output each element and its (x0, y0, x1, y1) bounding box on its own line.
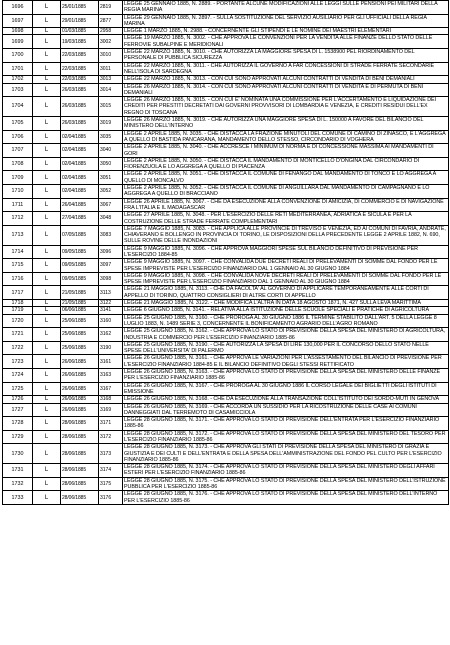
act-type: L (33, 35, 61, 49)
act-number: 3174 (99, 464, 123, 478)
act-type: L (33, 1, 61, 15)
act-number: 3122 (99, 300, 123, 307)
entry-number: 1696 (3, 1, 33, 15)
act-date: 21/05/1885 (61, 286, 99, 300)
act-description: LEGGE 21 MAGGIO 1885, N. 3113. - CHE DA FACOLTA' AL GOVERNO DI APPLICARE TEMPORANEAMENTE ALLE CORTI DI APPELLO DI TORINO, QUATTRO CONSIGLIERI DI ALTRE CORTI DI APPELLO (123, 286, 449, 300)
act-date: 28/06/1885 (61, 417, 99, 431)
entry-number: 1701 (3, 62, 33, 76)
act-date: 26/03/1885 (61, 83, 99, 97)
act-number: 3015 (99, 97, 123, 117)
table-row (3, 477, 449, 491)
act-description: LEGGE 9 MAGGIO 1885, N. 3098. - CHE CONVALIDA NOVE DECRETI REALI DI PRELEVAMENTI DI SOMME DAL FONDO PER LE SPESE IMPREVISTE PER L'ESERCIZIO FINANZIARIO DAL 1 GENNAIO AL 30 GIUGNO 1884 (123, 272, 449, 286)
act-date: 01/03/1885 (61, 28, 99, 35)
act-type: L (33, 491, 61, 505)
act-description: LEGGE 25 GIUGNO 1885, N. 3160. - CHE PROROGA AL 30 GIUGNO 1886 IL TERMINE STABILITO DALL'ART. 5 DELLA LEGGE 8 LUGLIO 1883, N. 1489 SERIE 3, CONCERNENTE IL BONIFICAMENTO AGRARIO DELL'AGRO ROMANO (123, 314, 449, 328)
act-date: 26/06/1885 (61, 369, 99, 383)
act-number: 3002 (99, 35, 123, 49)
table-row (3, 157, 449, 171)
act-type: L (33, 130, 61, 144)
table-row (3, 464, 449, 478)
act-number: 3172 (99, 430, 123, 444)
act-description: LEGGE 26 GIUGNO 1885, N. 3169. - CHE ACCORDA UN SUSSIDIO PER LA RICOSTRUZIONE DELLE CASE AI COMUNI DANNEGGIATI DAL TERREMOTO DI CASAMICCIOLA (123, 403, 449, 417)
act-date: 21/05/1885 (61, 300, 99, 307)
act-number: 3096 (99, 245, 123, 259)
act-type: L (33, 369, 61, 383)
act-type: L (33, 62, 61, 76)
table-row (3, 314, 449, 328)
act-date: 02/04/1885 (61, 185, 99, 199)
table-row (3, 130, 449, 144)
act-description: LEGGE 28 GIUGNO 1885, N. 3172. - CHE APPROVA LO STATO DI PREVISIONE DELLA SPESA DEL MINISTERO DEL TESORO PER L'ESERCIZIO FINANZIARIO 1885-86 (123, 430, 449, 444)
entry-number: 1700 (3, 49, 33, 63)
act-number: 3163 (99, 369, 123, 383)
law-register-rows (3, 1, 449, 505)
act-date: 26/06/1885 (61, 403, 99, 417)
act-number: 3010 (99, 49, 123, 63)
act-number: 3168 (99, 396, 123, 403)
act-description: LEGGE 26 GIUGNO 1885, N. 3161. - CHE APPROVA LE VARIAZIONI PER L'ASSESTAMENTO DEL BILANCIO DI PREVISIONE PER L'ESERCIZIO FINANZIARIO 1884-85 E IL BILANCIO DEFINITIVO DEGLI STESSI RETTIFICATO (123, 355, 449, 369)
table-row (3, 83, 449, 97)
table-row (3, 185, 449, 199)
act-description: LEGGE 2 APRILE 1885, N. 3051. - CHE DISTACCA IL COMUNE DI FENANGO DAL MANDAMENTO DI TONCO E LO AGGREGA A QUELLO DI MONCALVO (123, 171, 449, 185)
table-row (3, 444, 449, 464)
act-type: L (33, 49, 61, 63)
act-description: LEGGE 27 APRILE 1885, N. 3048. - PER L'ESERCIZIO DELLE RETI MEDITERRANEA, ADRIATICA E SICULA E PER LA COSTRUZIONE DELLE STRADE FERRATE COMPLEMENTARI (123, 212, 449, 226)
act-number: 3040 (99, 144, 123, 158)
table-row (3, 491, 449, 505)
entry-number: 1731 (3, 464, 33, 478)
act-date: 22/03/1885 (61, 49, 99, 63)
act-number: 3051 (99, 171, 123, 185)
act-type: L (33, 286, 61, 300)
act-date: 02/04/1885 (61, 171, 99, 185)
act-number: 3083 (99, 225, 123, 245)
act-description: LEGGE 25 GIUGNO 1885, N. 3190. - CHE AUTORIZZA LA SPESA DI LIRE 130,000 PER IL CONCORSO DELLO STATO NELLE SPESE DELL'UNIVERSITA' DI PALERMO (123, 341, 449, 355)
table-row (3, 62, 449, 76)
entry-number: 1719 (3, 307, 33, 314)
table-row (3, 28, 449, 35)
act-description: LEGGE 26 MARZO 1885, N. 3015. - CON CUI E' NOMINATA UNA COMMISSIONE PER L'ACCERTAMENTO E LIQUIDAZIONE DEI CREDITI PER PRESTITI DECRETATI DAI GOVERNI PROVVISORI DI LOMBARDIA E VENEZIA, E CREDITI RESIDUI DELL'EX REGNO DI TOSCANA (123, 97, 449, 117)
act-type: L (33, 198, 61, 212)
act-number: 3162 (99, 328, 123, 342)
entry-number: 1723 (3, 355, 33, 369)
act-type: L (33, 403, 61, 417)
act-description: LEGGE 26 MARZO 1885, N. 3014. - CON CUI SONO APPROVATI ALCUNI CONTRATTI DI VENDITA E DI PERMUTA DI BENI DEMANIALI (123, 83, 449, 97)
act-type: L (33, 117, 61, 131)
act-date: 26/03/1885 (61, 97, 99, 117)
act-description: LEGGE 22 MARZO 1885, N. 3010. - CHE AUTORIZZA LA MAGGIORE SPESA DI L. 1538900 PEL RIORDINAMENTO DEL PERSONALE DI PUBBLICA SICUREZZA (123, 49, 449, 63)
entry-number: 1708 (3, 157, 33, 171)
table-row (3, 212, 449, 226)
table-row (3, 97, 449, 117)
table-row (3, 171, 449, 185)
entry-number: 1699 (3, 35, 33, 49)
act-number: 2877 (99, 14, 123, 28)
act-type: L (33, 430, 61, 444)
table-row (3, 245, 449, 259)
act-type: L (33, 259, 61, 273)
entry-number: 1715 (3, 259, 33, 273)
act-type: L (33, 396, 61, 403)
act-type: L (33, 225, 61, 245)
table-row (3, 430, 449, 444)
act-number: 2819 (99, 1, 123, 15)
act-date: 25/06/1885 (61, 314, 99, 328)
entry-number: 1732 (3, 477, 33, 491)
entry-number: 1709 (3, 171, 33, 185)
act-date: 22/03/1885 (61, 62, 99, 76)
act-type: L (33, 171, 61, 185)
act-number: 3190 (99, 341, 123, 355)
act-date: 27/04/1885 (61, 212, 99, 226)
act-number: 2958 (99, 28, 123, 35)
table-row (3, 355, 449, 369)
entry-number: 1706 (3, 130, 33, 144)
act-description: LEGGE 9 MAGGIO 1885, N. 3097. - CHE CONVALIDA DUE DECRETI REALI DI PRELEVAMENTI DI SOMME DAL FONDO PER LE SPESE IMPREVISTE PER L'ESERCIZIO FINANZIARIO DAL 1 GENNAIO AL 30 GIUGNO 1884 (123, 259, 449, 273)
entry-number: 1711 (3, 198, 33, 212)
act-description: LEGGE 9 MAGGIO 1885, N. 3096. - CHE APPROVA MAGGIORI SPESE SUL BILANCIO DEFINITIVO DI PREVISIONE PER L'ESERCIZIO 1884-85 (123, 245, 449, 259)
entry-number: 1714 (3, 245, 33, 259)
act-type: L (33, 212, 61, 226)
act-date: 26/06/1885 (61, 355, 99, 369)
act-description: LEGGE 28 GIUGNO 1885, N. 3173. - CHE APPROVA GLI STATI DI PREVISIONE DELLA SPESA DEL MINISTERO DI GRAZIA E GIUSTIZIA E DEI CULTI E DELL'ENTRATA E DELLA SPESA DELL'AMMINISTRAZIONE DEL FONDO PEL CULTO PER L'ESERCIZIO FINANZIARIO 1885-86 (123, 444, 449, 464)
act-number: 3013 (99, 76, 123, 83)
act-description: LEGGE 26 APRILE 1885, N. 3067. - CHE DA ESECUZIONE ALLA CONVENZIONE DI AMICIZIA, DI COMMERCIO E DI NAVIGAZIONE FRA L'ITALIA E IL MADAGASCAR (123, 198, 449, 212)
act-date: 09/05/1885 (61, 259, 99, 273)
act-number: 3035 (99, 130, 123, 144)
entry-number: 1724 (3, 369, 33, 383)
act-number: 3011 (99, 62, 123, 76)
table-row (3, 259, 449, 273)
act-date: 02/04/1885 (61, 144, 99, 158)
entry-number: 1726 (3, 396, 33, 403)
entry-number: 1722 (3, 341, 33, 355)
act-type: L (33, 28, 61, 35)
entry-number: 1703 (3, 83, 33, 97)
table-row (3, 76, 449, 83)
act-date: 25/01/1885 (61, 1, 99, 15)
entry-number: 1721 (3, 328, 33, 342)
act-type: L (33, 314, 61, 328)
act-type: L (33, 83, 61, 97)
act-type: L (33, 300, 61, 307)
entry-number: 1697 (3, 14, 33, 28)
entry-number: 1713 (3, 225, 33, 245)
table-row (3, 1, 449, 15)
table-row (3, 328, 449, 342)
act-date: 26/06/1885 (61, 382, 99, 396)
act-number: 3113 (99, 286, 123, 300)
entry-number: 1702 (3, 76, 33, 83)
act-number: 3052 (99, 185, 123, 199)
table-row (3, 396, 449, 403)
act-description: LEGGE 26 GIUGNO 1885, N. 3163. - CHE APPROVA LO STATO DI PREVISIONE DELLA SPESA DEL MINISTERO DELLE FINANZE PER L'ESERCIZIO FINANZIARIO 1885-86 (123, 369, 449, 383)
table-row (3, 117, 449, 131)
table-row (3, 144, 449, 158)
entry-number: 1704 (3, 97, 33, 117)
entry-number: 1698 (3, 28, 33, 35)
act-type: L (33, 245, 61, 259)
act-date: 29/01/1885 (61, 14, 99, 28)
table-row (3, 341, 449, 355)
act-description: LEGGE 25 GENNAIO 1885, N. 2889. - PORTANTE ALCUNE MODIFICAZIONI ALLE LEGGI SULLE PENSIONI PEI MILITARI DELLA REGIA MARINA (123, 1, 449, 15)
entry-number: 1727 (3, 403, 33, 417)
act-description: LEGGE 25 GIUGNO 1885, N. 3162. - CHE APPROVA LO STATO DI PREVISIONE DELLA SPESA DEL MINISTERO DI AGRICOLTURA, INDUSTRIA E COMMERCIO PER L'ESERCIZIO FINANZIARIO 1885-86 (123, 328, 449, 342)
act-date: 28/06/1885 (61, 491, 99, 505)
act-description: LEGGE 7 MAGGIO 1885, N. 3083. - CHE APPLICA ALLE PROVINCIE DI TREVISO E VENEZIA, ED AI COMUNI DI FAVRIA, ANDRATE, CHIAVERANO E BOLLENGO IN PROVINCIA DI TORINO, LE DISPOSIZIONI DELLA PRECEDENTE LEGGE 2 APRILE 1882, N. 690, SULLE ROVINE DELLE INONDAZIONI (123, 225, 449, 245)
act-date: 28/06/1885 (61, 477, 99, 491)
act-date: 07/05/1885 (61, 225, 99, 245)
act-type: L (33, 307, 61, 314)
act-number: 3014 (99, 83, 123, 97)
act-date: 09/05/1885 (61, 272, 99, 286)
act-type: L (33, 97, 61, 117)
act-date: 28/06/1885 (61, 444, 99, 464)
act-type: L (33, 477, 61, 491)
act-date: 19/03/1885 (61, 35, 99, 49)
entry-number: 1707 (3, 144, 33, 158)
act-description: LEGGE 21 MAGGIO 1885, N. 3122. - CHE MODIFICA L'ALTRA IN DATA 18 AGOSTO 1871, N. 427 SULLA LEVA MARITTIMA (123, 300, 449, 307)
entry-number: 1725 (3, 382, 33, 396)
entry-number: 1716 (3, 272, 33, 286)
act-description: LEGGE 28 GIUGNO 1885, N. 3174. - CHE APPROVA LO STATO DI PREVISIONE DELLA SPESA DEL MINISTERO DEGLI AFFARI ESTERI PER L'ESERCIZIO FINANZIARIO 1885-86 (123, 464, 449, 478)
table-row (3, 272, 449, 286)
entry-number: 1717 (3, 286, 33, 300)
act-description: LEGGE 22 MARZO 1885, N. 3011. - CHE AUTORIZZA IL GOVERNO A FAR CONCESSIONI DI STRADE FERRATE SECONDARIE NELL'ISOLA DI SARDEGNA (123, 62, 449, 76)
table-row (3, 286, 449, 300)
act-type: L (33, 14, 61, 28)
entry-number: 1718 (3, 300, 33, 307)
table-row (3, 369, 449, 383)
act-date: 26/04/1885 (61, 198, 99, 212)
act-number: 3097 (99, 259, 123, 273)
act-description: LEGGE 26 GIUGNO 1885, N. 3167. - CHE PROROGA AL 30 GIUGNO 1886 IL CORSO LEGALE DEI BIGLIETTI DEGLI ISTITUTI DI EMISSIONE (123, 382, 449, 396)
law-register-page (2, 0, 448, 505)
act-type: L (33, 157, 61, 171)
act-description: LEGGE 2 APRILE 1885, N. 3052. - CHE DISTACCA IL COMUNE DI ANGUILLARA DAL MANDAMENTO DI CAMPAGNANO E LO AGGREGA A QUELLO DI BRACCIANO (123, 185, 449, 199)
act-type: L (33, 328, 61, 342)
act-date: 28/06/1885 (61, 464, 99, 478)
act-type: L (33, 341, 61, 355)
entry-number: 1728 (3, 417, 33, 431)
table-row (3, 35, 449, 49)
act-description: LEGGE 28 GIUGNO 1885, N. 3176. - CHE APPROVA LO STATO DI PREVISIONE DELLA SPESA DEL MINISTERO DELL'INTERNO PER L'ESERCIZIO 1885-86 (123, 491, 449, 505)
act-type: L (33, 185, 61, 199)
act-type: L (33, 382, 61, 396)
act-number: 3161 (99, 355, 123, 369)
table-row (3, 382, 449, 396)
act-type: L (33, 417, 61, 431)
entry-number: 1733 (3, 491, 33, 505)
act-description: LEGGE 26 MARZO 1885, N. 3019. - CHE AUTORIZZA UNA MAGGIORE SPESA DI L. 150000 A FAVORE DEL BILANCIO DEL MINISTERO DELL'INTERNO (123, 117, 449, 131)
act-date: 09/05/1885 (61, 245, 99, 259)
act-type: L (33, 444, 61, 464)
act-date: 26/03/1885 (61, 117, 99, 131)
act-description: LEGGE 6 GIUGNO 1885, N. 3141. - RELATIVA ALLA ISTITUZIONE DELLE SCUOLE SPECIALI E PRATICHE DI AGRICOLTURA (123, 307, 449, 314)
act-number: 3067 (99, 198, 123, 212)
act-number: 3176 (99, 491, 123, 505)
act-description: LEGGE 1 MARZO 1885, N. 2988. - CONCERNENTE GLI STIPENDI E LE NOMINE DEI MAESTRI ELEMENTARI (123, 28, 449, 35)
act-number: 3171 (99, 417, 123, 431)
act-number: 3169 (99, 403, 123, 417)
entry-number: 1712 (3, 212, 33, 226)
table-row (3, 307, 449, 314)
entry-number: 1720 (3, 314, 33, 328)
act-description: LEGGE 22 MARZO 1885, N. 3013. - CON CUI SONO APPROVATI ALCUNI CONTRATTI DI VENDITA DI BENI DEMANIALI (123, 76, 449, 83)
act-number: 3167 (99, 382, 123, 396)
table-row (3, 225, 449, 245)
act-date: 26/06/1885 (61, 396, 99, 403)
act-number: 3175 (99, 477, 123, 491)
act-number: 3050 (99, 157, 123, 171)
act-number: 3173 (99, 444, 123, 464)
act-type: L (33, 355, 61, 369)
table-row (3, 417, 449, 431)
table-row (3, 198, 449, 212)
act-number: 3098 (99, 272, 123, 286)
act-number: 3048 (99, 212, 123, 226)
act-type: L (33, 76, 61, 83)
act-date: 02/04/1885 (61, 157, 99, 171)
act-date: 06/06/1885 (61, 307, 99, 314)
entry-number: 1705 (3, 117, 33, 131)
act-description: LEGGE 2 APRILE 1885, N. 3040. - CHE ACCRESCE I MINIMUM DI NORMA E DI CONCESSIONE MASSIMA AI MANDAMENTI DI GORI (123, 144, 449, 158)
act-description: LEGGE 26 GIUGNO 1885, N. 3168. - CHE DA ESECUZIONE ALLA TRANSAZIONE COLL'ISTITUTO DEI SORDO-MUTI IN GENOVA (123, 396, 449, 403)
entry-number: 1729 (3, 430, 33, 444)
table-row (3, 300, 449, 307)
act-number: 3141 (99, 307, 123, 314)
act-type: L (33, 144, 61, 158)
act-description: LEGGE 28 GIUGNO 1885, N. 3171. - CHE APPROVA LO STATO DI PREVISIONE DELL'ENTRATA PER L'ESERCIZIO FINANZIARIO 1885-86 (123, 417, 449, 431)
act-type: L (33, 272, 61, 286)
act-date: 25/06/1885 (61, 341, 99, 355)
act-date: 02/04/1885 (61, 130, 99, 144)
entry-number: 1730 (3, 444, 33, 464)
act-number: 3019 (99, 117, 123, 131)
act-description: LEGGE 29 GENNAIO 1885, N. 2897. - SULLA SOSTITUZIONE DEL SERVIZIO AUSILIARIO PER GLI UFFICIALI DELLA REGIA MARINA (123, 14, 449, 28)
act-description: LEGGE 19 MARZO 1885, N. 3002. - CHE APPROVA LE CONVENZIONI PER LA VENDITA ALLE FINANZE DELLO STATO DELLE FERROVIE SUBALPINE E MERIDIONALI (123, 35, 449, 49)
act-date: 22/03/1885 (61, 76, 99, 83)
act-description: LEGGE 2 APRILE 1885, N. 3035. - CHE DISTACCA LA FRAZIONE MINUTOLI DEL COMUNE DI CAMINO DI ZINASCO, E L'AGGREGA A QUELLO DI BASTIDA PANCARANA, MANDAMENTO DELLO STESSO, CIRCONDARIO DI VOGHERA (123, 130, 449, 144)
act-date: 25/06/1885 (61, 328, 99, 342)
table-row (3, 49, 449, 63)
entry-number: 1710 (3, 185, 33, 199)
table-row (3, 14, 449, 28)
act-date: 28/06/1885 (61, 430, 99, 444)
act-description: LEGGE 28 GIUGNO 1885, N. 3175. - CHE APPROVA LO STATO DI PREVISIONE DELLA SPESA DEL MINISTERO DELL'ISTRUZIONE PUBBLICA PER L'ESERCIZIO 1885-86 (123, 477, 449, 491)
law-register-table (2, 0, 449, 505)
act-type: L (33, 464, 61, 478)
act-number: 3160 (99, 314, 123, 328)
act-description: LEGGE 2 APRILE 1885, N. 3050. - CHE DISTACCA IL MANDAMENTO DI MONTICELLO D'ONGINA DAL CIRCONDARIO DI FIORENZUOLA E LO AGGREGA A QUELLO DI PIACENZA (123, 157, 449, 171)
table-row (3, 403, 449, 417)
